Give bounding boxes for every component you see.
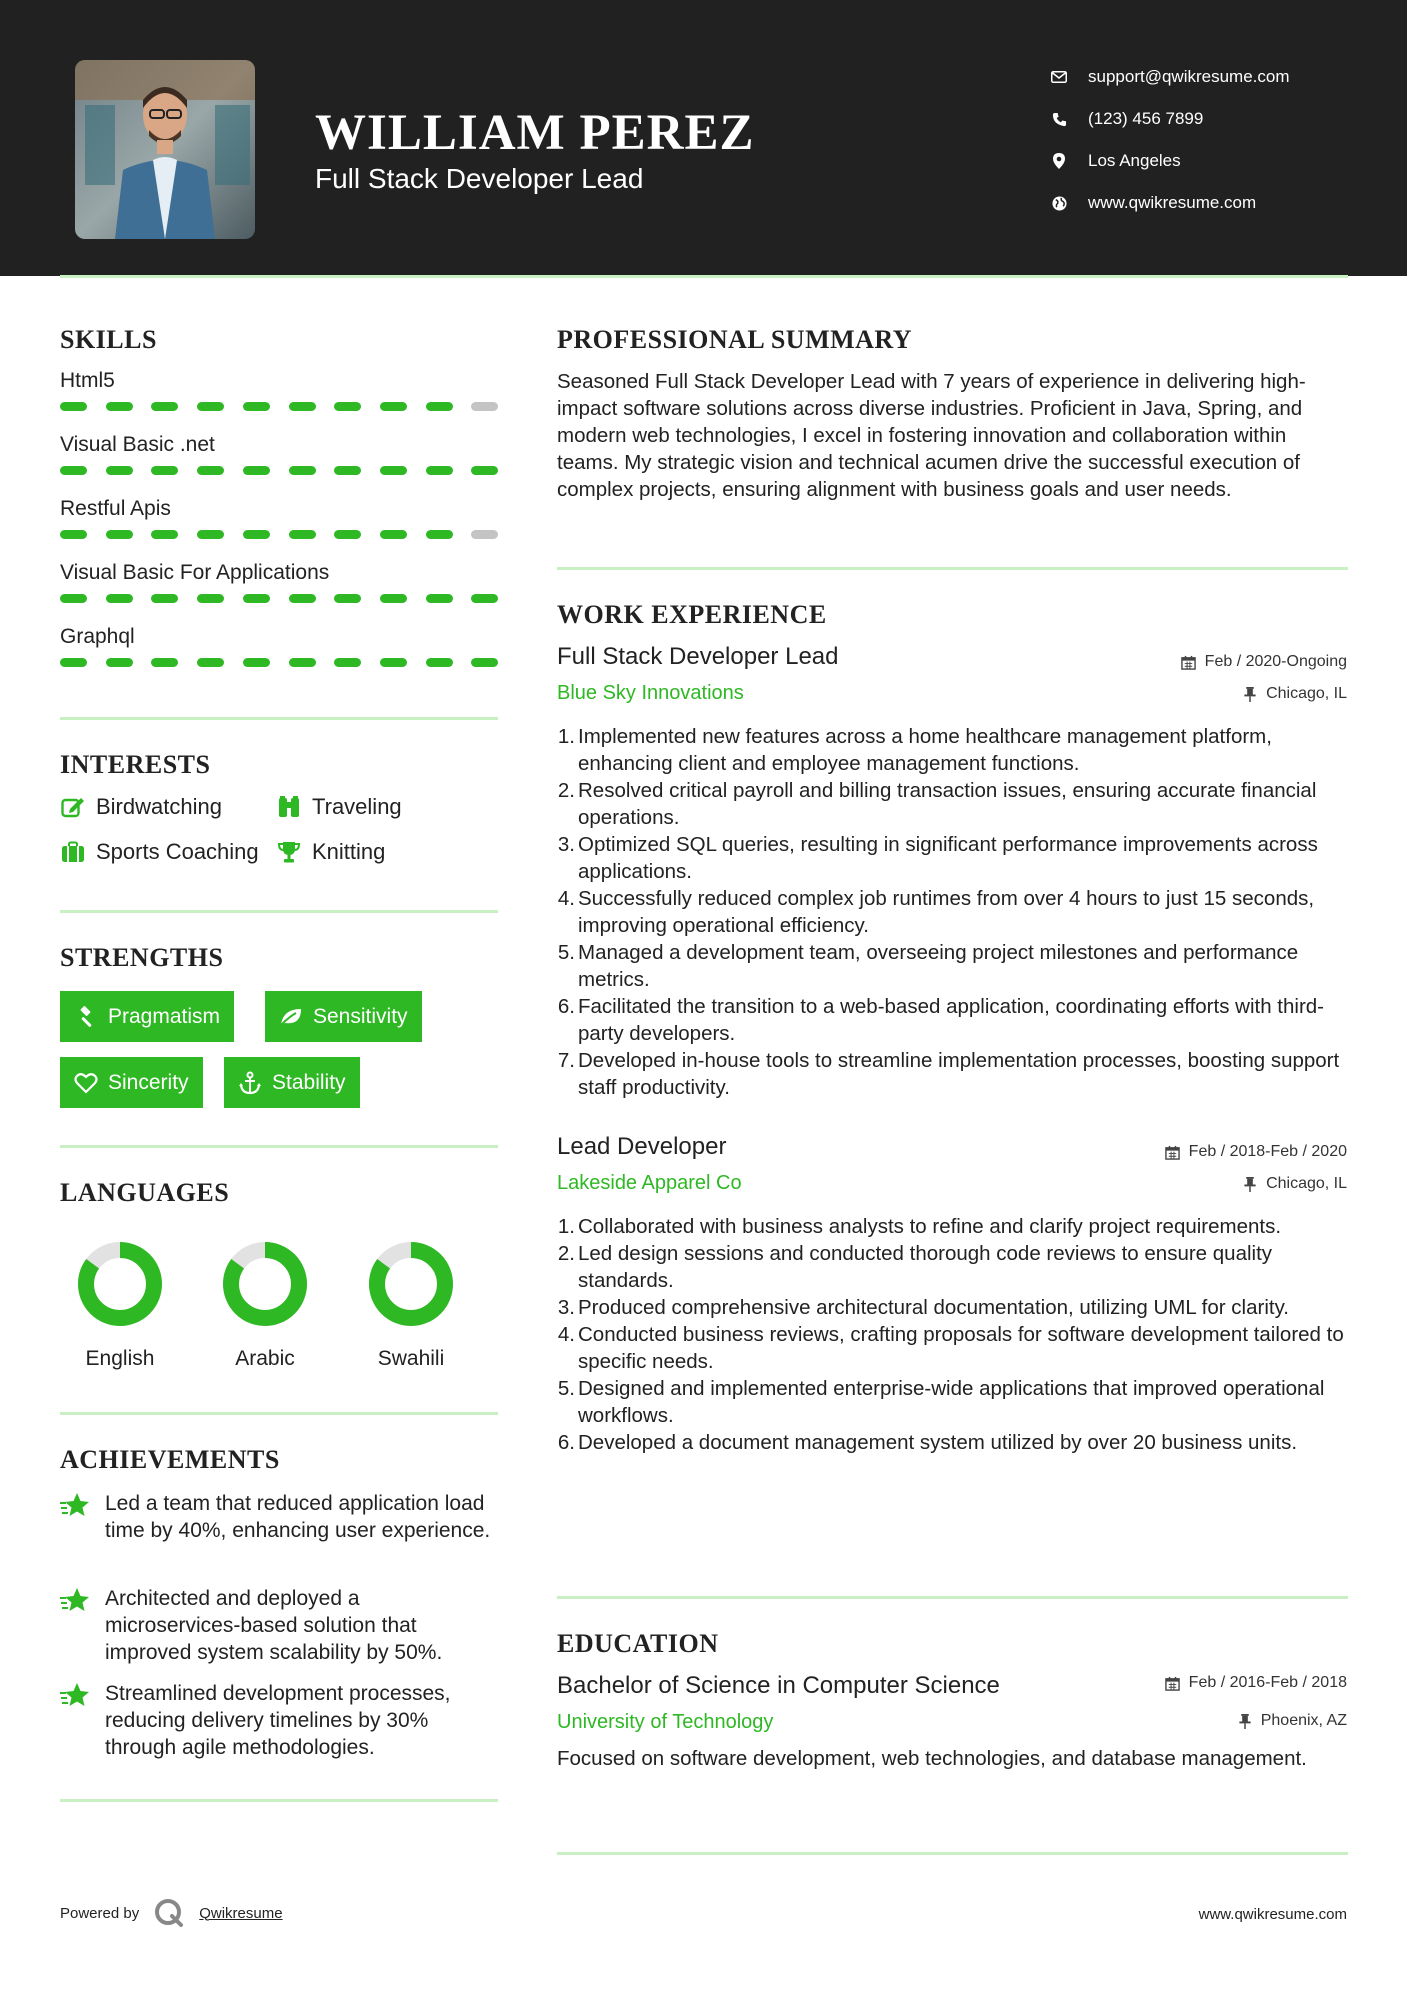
interest-item	[60, 794, 222, 820]
achievement-text: Streamlined development processes, reducing delivery timelines by 30% through agile methodologies.	[105, 1682, 451, 1759]
contact-email[interactable]	[1050, 56, 1290, 98]
briefcase-icon	[60, 839, 86, 865]
duty-item: 4. Successfully reduced complex job runtimes from over 4 hours to just 15 seconds, improving operational efficiency.	[557, 887, 1315, 937]
skill-level-dash	[60, 594, 87, 603]
footer-powered-by	[60, 1897, 283, 1929]
duty-item: 4. Conducted business reviews, crafting proposals for software development tailored to specific needs.	[557, 1323, 1344, 1373]
skill-level-dash	[380, 658, 407, 667]
qwikresume-logo-icon	[153, 1897, 185, 1929]
edit-icon	[60, 794, 86, 820]
calendar-icon	[1165, 1675, 1181, 1691]
skill-level-dash	[106, 466, 133, 475]
job-dates-text: Feb / 2018-Feb / 2020	[1188, 1143, 1347, 1160]
skills-heading: SKILLS	[60, 325, 157, 354]
interest-label: Traveling	[312, 794, 402, 819]
duty-item: 2. Led design sessions and conducted thorough code reviews to ensure quality standards.	[557, 1242, 1273, 1292]
achievement-item	[60, 1585, 500, 1666]
skill-level-dash	[60, 402, 87, 411]
education-dates-text: Feb / 2016-Feb / 2018	[1188, 1674, 1347, 1691]
skill-item	[60, 625, 498, 649]
achievement-item	[60, 1490, 500, 1544]
section-divider	[557, 1596, 1348, 1599]
skill-level-dash	[380, 402, 407, 411]
skill-level-bar	[60, 530, 498, 539]
duty-item: 1. Implemented new features across a home healthcare management platform, enhancing client and employee management functions.	[557, 725, 1272, 775]
skill-level-dash	[106, 594, 133, 603]
skill-name: Visual Basic .net	[60, 433, 215, 456]
language-proficiency-ring	[366, 1239, 456, 1329]
duty-item: 3. Produced comprehensive architectural documentation, utilizing UML for clarity.	[557, 1296, 1289, 1319]
language-item	[205, 1239, 325, 1371]
map-marker-icon	[1050, 152, 1068, 170]
footer-website[interactable]: www.qwikresume.com	[1198, 1906, 1347, 1923]
qwikresume-link[interactable]: Qwikresume	[199, 1904, 283, 1922]
skill-level-dash	[334, 466, 361, 475]
section-divider	[60, 910, 498, 913]
job-dates	[1165, 1143, 1347, 1161]
skill-level-dash	[334, 658, 361, 667]
profile-photo	[75, 60, 255, 239]
skill-level-dash	[471, 594, 498, 603]
job-role: Lead Developer	[557, 1133, 727, 1160]
skill-level-dash	[334, 594, 361, 603]
skill-level-dash	[426, 594, 453, 603]
job-location-text: Chicago, IL	[1266, 1175, 1347, 1192]
skill-name: Graphql	[60, 625, 135, 648]
summary-heading: PROFESSIONAL SUMMARY	[557, 325, 913, 354]
contact-email-text: support@qwikresume.com	[1088, 67, 1290, 86]
pushpin-icon	[1242, 1176, 1258, 1192]
skill-level-dash	[289, 466, 316, 475]
duty-item: 6. Facilitated the transition to a web-based application, coordinating efforts with third-party developers.	[557, 995, 1325, 1045]
contact-website[interactable]	[1050, 182, 1290, 224]
contact-location	[1050, 140, 1290, 182]
strength-label: Sensitivity	[313, 1004, 408, 1028]
star-award-icon	[60, 1585, 92, 1617]
section-divider	[60, 1799, 498, 1802]
job-company: Lakeside Apparel Co	[557, 1172, 742, 1194]
skill-level-dash	[289, 530, 316, 539]
skill-level-dash	[380, 466, 407, 475]
job-dates	[1181, 653, 1347, 671]
star-award-icon	[60, 1680, 92, 1712]
job-duties	[557, 723, 1357, 1101]
duty-item: 7. Developed in-house tools to streamline implementation processes, boosting support staff productivity.	[557, 1049, 1340, 1099]
section-divider	[60, 1145, 498, 1148]
skill-level-dash	[106, 658, 133, 667]
interest-item	[276, 839, 385, 865]
skill-level-dash	[426, 530, 453, 539]
strengths-heading: STRENGTHS	[60, 943, 224, 972]
contact-location-text: Los Angeles	[1088, 151, 1181, 170]
skill-level-dash	[151, 402, 178, 411]
achievement-text: Architected and deployed a microservices-based solution that improved system scalability by 50%.	[105, 1587, 443, 1664]
skill-level-dash	[151, 466, 178, 475]
contact-list	[1050, 56, 1290, 224]
strength-badge	[60, 1057, 203, 1108]
pushpin-icon	[1242, 686, 1258, 702]
calendar-icon	[1181, 654, 1197, 670]
skill-level-dash	[471, 658, 498, 667]
skill-level-dash	[197, 402, 224, 411]
skill-level-dash	[106, 402, 133, 411]
resume-header	[0, 0, 1407, 276]
language-name: English	[85, 1347, 155, 1370]
section-divider	[557, 567, 1348, 570]
skill-level-dash	[197, 466, 224, 475]
language-item	[60, 1239, 180, 1371]
skill-level-dash	[197, 594, 224, 603]
globe-icon	[1050, 194, 1068, 212]
skill-name: Html5	[60, 369, 115, 392]
skill-level-dash	[289, 594, 316, 603]
skill-level-dash	[197, 658, 224, 667]
job-location	[1242, 685, 1347, 703]
language-name: Arabic	[235, 1347, 295, 1370]
language-name: Swahili	[377, 1347, 445, 1370]
job-location	[1242, 1175, 1347, 1193]
skill-level-dash	[151, 594, 178, 603]
trophy-icon	[276, 839, 302, 865]
candidate-name: WILLIAM PEREZ	[315, 105, 755, 161]
skill-level-dash	[243, 594, 270, 603]
skill-level-dash	[426, 402, 453, 411]
contact-phone-text: (123) 456 7899	[1088, 109, 1204, 128]
duty-item: 5. Managed a development team, overseeing project milestones and performance metrics.	[557, 941, 1299, 991]
skill-level-dash	[426, 466, 453, 475]
section-divider	[60, 717, 498, 720]
calendar-icon	[1165, 1144, 1181, 1160]
languages-heading: LANGUAGES	[60, 1178, 230, 1207]
duty-item: 5. Designed and implemented enterprise-wide applications that improved operational workflows.	[557, 1377, 1325, 1427]
skill-level-dash	[243, 466, 270, 475]
skill-name: Visual Basic For Applications	[60, 561, 330, 584]
strength-label: Stability	[272, 1070, 346, 1094]
section-divider	[60, 1412, 498, 1415]
strength-label: Pragmatism	[108, 1004, 221, 1028]
gavel-icon	[74, 1005, 98, 1029]
envelope-icon	[1050, 68, 1068, 86]
language-item	[351, 1239, 471, 1371]
skill-level-dash	[151, 530, 178, 539]
education-heading: EDUCATION	[557, 1629, 719, 1658]
duty-item: 6. Developed a document management system utilized by over 20 business units.	[557, 1431, 1298, 1454]
skill-level-bar	[60, 658, 498, 667]
skill-level-dash	[380, 594, 407, 603]
interest-label: Knitting	[312, 839, 386, 864]
contact-phone[interactable]	[1050, 98, 1290, 140]
job-role: Full Stack Developer Lead	[557, 643, 839, 670]
skill-level-bar	[60, 466, 498, 475]
skill-level-dash	[426, 658, 453, 667]
section-divider	[557, 1852, 1348, 1855]
education-description: Focused on software development, web technologies, and database management.	[557, 1747, 1307, 1770]
skill-level-dash	[380, 530, 407, 539]
skill-level-dash	[471, 466, 498, 475]
skill-level-dash	[334, 530, 361, 539]
skill-level-dash	[106, 530, 133, 539]
interest-item	[60, 839, 259, 865]
skill-level-dash	[151, 658, 178, 667]
education-location	[1237, 1712, 1347, 1730]
strength-label: Sincerity	[108, 1070, 189, 1094]
strength-badge	[60, 991, 234, 1042]
skill-item	[60, 369, 498, 393]
achievement-text: Led a team that reduced application load time by 40%, enhancing user experience.	[105, 1492, 491, 1542]
duty-item: 3. Optimized SQL queries, resulting in significant performance improvements across applications.	[557, 833, 1318, 883]
language-proficiency-ring	[75, 1239, 165, 1329]
skill-level-dash	[243, 402, 270, 411]
interest-label: Birdwatching	[96, 794, 222, 819]
duty-item: 1. Collaborated with business analysts to refine and clarify project requirements.	[557, 1215, 1282, 1238]
skill-name: Restful Apis	[60, 497, 171, 520]
skill-level-dash	[471, 402, 498, 411]
education-location-text: Phoenix, AZ	[1260, 1712, 1347, 1729]
skill-level-dash	[60, 530, 87, 539]
achievements-heading: ACHIEVEMENTS	[60, 1445, 280, 1474]
pushpin-icon	[1237, 1713, 1253, 1729]
skill-level-dash	[289, 402, 316, 411]
job-duties	[557, 1213, 1357, 1456]
skill-level-dash	[471, 530, 498, 539]
leaf-icon	[279, 1005, 303, 1029]
strength-badge	[265, 991, 422, 1042]
skill-level-dash	[60, 658, 87, 667]
interest-label: Sports Coaching	[96, 839, 259, 864]
experience-heading: WORK EXPERIENCE	[557, 600, 827, 629]
heart-icon	[74, 1071, 98, 1095]
skill-level-dash	[289, 658, 316, 667]
anchor-icon	[238, 1071, 262, 1095]
job-location-text: Chicago, IL	[1266, 685, 1347, 702]
achievement-item	[60, 1680, 500, 1761]
skill-level-dash	[334, 402, 361, 411]
interests-heading: INTERESTS	[60, 750, 211, 779]
skill-level-bar	[60, 402, 498, 411]
job-company: Blue Sky Innovations	[557, 682, 744, 704]
skill-item	[60, 561, 498, 585]
summary-text: Seasoned Full Stack Developer Lead with 7 years of experience in delivering high-impact software solutions across diverse industries. Proficient in Java, Spring, and modern web technologies, I excel in fostering innovation and collaboration within teams. My strategic vision and technical acumen drive the successful execution of complex projects, ensuring alignment with business goals and user needs.	[557, 370, 1306, 501]
skill-level-bar	[60, 594, 498, 603]
header-divider	[60, 275, 1348, 278]
star-award-icon	[60, 1490, 92, 1522]
strength-badge	[224, 1057, 360, 1108]
education-school: University of Technology	[557, 1711, 774, 1733]
education-dates	[1165, 1674, 1347, 1692]
job-dates-text: Feb / 2020-Ongoing	[1204, 653, 1347, 670]
education-degree: Bachelor of Science in Computer Science	[557, 1672, 1000, 1699]
skill-level-dash	[243, 658, 270, 667]
skill-level-dash	[60, 466, 87, 475]
skill-level-dash	[197, 530, 224, 539]
skill-level-dash	[243, 530, 270, 539]
skill-item	[60, 497, 498, 521]
contact-website-text: www.qwikresume.com	[1088, 193, 1257, 212]
language-proficiency-ring	[220, 1239, 310, 1329]
interest-item	[276, 794, 402, 820]
duty-item: 2. Resolved critical payroll and billing transaction issues, ensuring accurate financial operations.	[557, 779, 1317, 829]
powered-by-label: Powered by	[60, 1904, 140, 1922]
skill-item	[60, 433, 498, 457]
binoculars-icon	[276, 794, 302, 820]
phone-icon	[1050, 110, 1068, 128]
candidate-title: Full Stack Developer Lead	[315, 163, 644, 194]
